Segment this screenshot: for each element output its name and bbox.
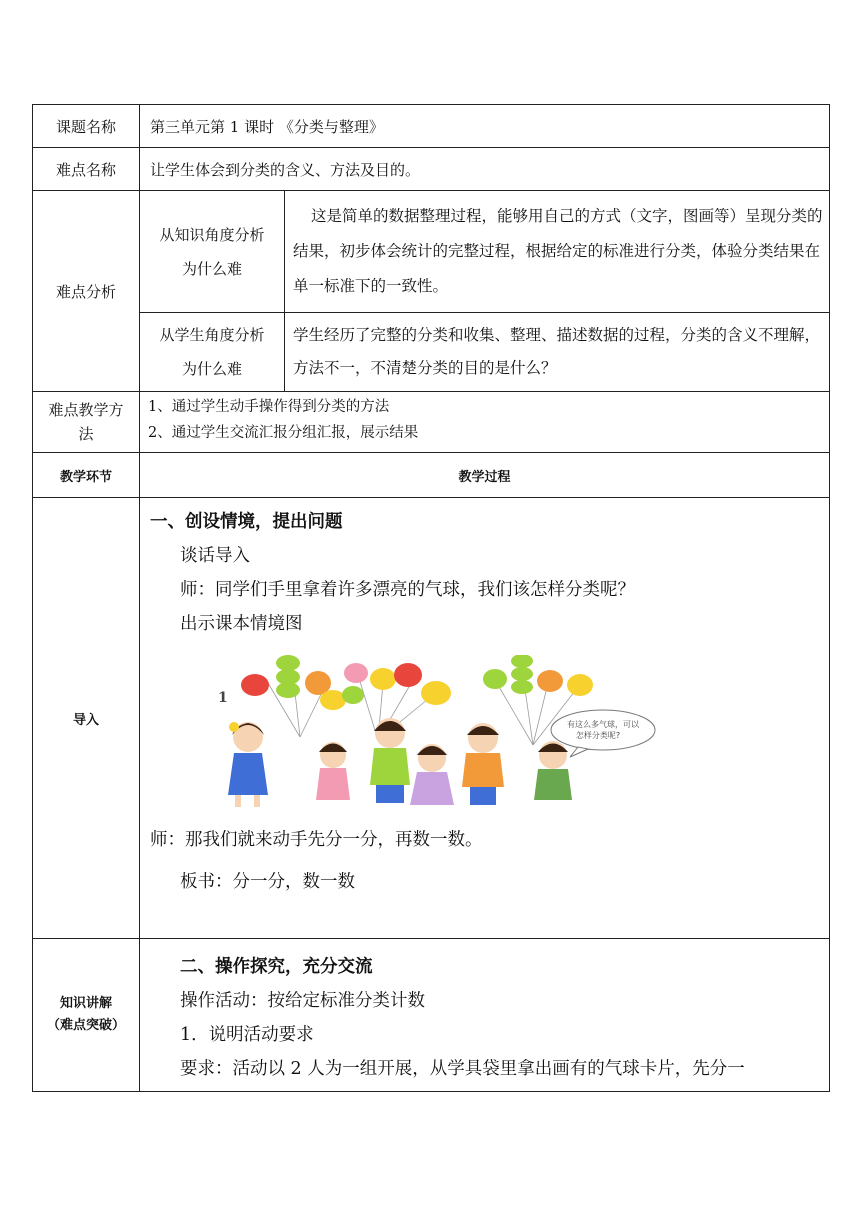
method-label: [33, 392, 140, 453]
intro-line-2: 师：同学们手里拿着许多漂亮的气球，我们该怎样分类呢？: [180, 580, 635, 600]
balloon: [241, 674, 269, 696]
knowledge-label-line2: （难点突破）: [46, 1018, 125, 1033]
kid-girl-left: [228, 722, 268, 807]
difficulty-name-value: 让学生体会到分类的含义、方法及目的。: [140, 148, 830, 191]
balloon: [511, 680, 533, 694]
method-line-1: 1、通过学生动手操作得到分类的方法: [148, 399, 390, 415]
knowledge-label: [33, 939, 140, 1092]
intro-line-4: 师：那我们就来动手先分一分，再数一数。: [150, 830, 483, 850]
knowledge-line-1: 操作活动：按给定标准分类计数: [180, 991, 425, 1011]
knowledge-line-2: 1．说明活动要求: [180, 1025, 314, 1045]
knowledge-angle-label: [140, 191, 285, 313]
section-header-value: 教学过程: [140, 453, 830, 498]
knowledge-angle-label-line2: 为什么难: [181, 259, 242, 278]
method-value: [140, 392, 830, 453]
topic-label: 课题名称: [33, 105, 140, 148]
bubble-text-line1: 有这么多气球，可以: [567, 720, 639, 729]
lesson-plan-table: [32, 104, 830, 1092]
balloon: [370, 668, 396, 690]
method-line-2: 2、通过学生交流汇报分组汇报，展示结果: [148, 425, 419, 441]
intro-line-5: 板书：分一分，数一数: [180, 872, 355, 892]
knowledge-angle-label-line1: 从知识角度分析: [159, 225, 265, 244]
section-header-label: 教学环节: [33, 453, 140, 498]
row-difficulty-name: [33, 148, 830, 191]
row-knowledge: [33, 939, 830, 1092]
bubble-text-line2: 怎样分类呢?: [575, 731, 621, 740]
balloon: [421, 681, 451, 705]
balloon: [342, 686, 364, 704]
knowledge-line-3: 要求：活动以 2 人为一组开展，从学具袋里拿出画有的气球卡片，先分一: [180, 1059, 745, 1079]
method-label-line2: 法: [78, 425, 94, 443]
intro-content: [140, 498, 830, 939]
page-number: 1: [218, 690, 228, 706]
textbook-illustration: [208, 655, 656, 815]
balloon: [276, 655, 300, 671]
balloon: [344, 663, 368, 683]
balloon-kids-picture: [208, 655, 656, 815]
row-method: [33, 392, 830, 453]
student-angle-label-line1: 从学生角度分析: [159, 326, 265, 344]
row-difficulty-analysis-1: [33, 191, 830, 313]
knowledge-angle-text: [285, 191, 830, 313]
row-difficulty-analysis-2: [33, 313, 830, 392]
balloon: [483, 669, 507, 689]
intro-heading: 一、创设情境，提出问题: [150, 512, 343, 532]
difficulty-analysis-label: 难点分析: [33, 191, 140, 392]
balloon: [511, 667, 533, 681]
student-angle-label: [140, 313, 285, 392]
balloon: [537, 670, 563, 692]
balloon: [320, 690, 346, 710]
student-angle-label-line2: 为什么难: [181, 360, 242, 378]
knowledge-label-line1: 知识讲解: [59, 996, 112, 1011]
balloon: [567, 674, 593, 696]
difficulty-name-label: 难点名称: [33, 148, 140, 191]
intro-line-1: 谈话导入: [180, 546, 250, 566]
row-intro: [33, 498, 830, 939]
row-topic: [33, 105, 830, 148]
kid-boy-center: [370, 718, 410, 803]
intro-label: 导入: [33, 498, 140, 939]
knowledge-content: [140, 939, 830, 1092]
knowledge-angle-paragraph: 这是简单的数据整理过程，能够用自己的方式（文字，图画等）呈现分类的结果，初步体会统计的完整过程，根据给定的标准进行分类，体验分类结果在单一标准下的一致性。: [293, 207, 823, 295]
balloon: [276, 682, 300, 698]
topic-value: 第三单元第 1 课时 《分类与整理》: [140, 105, 830, 148]
student-angle-text: 学生经历了完整的分类和收集、整理、描述数据的过程，分类的含义不理解，方法不一，不清楚分类的目的是什么？: [285, 313, 830, 392]
knowledge-heading: 二、操作探究，充分交流: [180, 957, 373, 977]
kid-girl-pink: [316, 742, 350, 800]
method-label-line1: 难点教学方: [48, 401, 124, 419]
row-section-header: [33, 453, 830, 498]
balloon: [394, 663, 422, 687]
intro-line-3: 出示课本情境图: [180, 614, 303, 634]
